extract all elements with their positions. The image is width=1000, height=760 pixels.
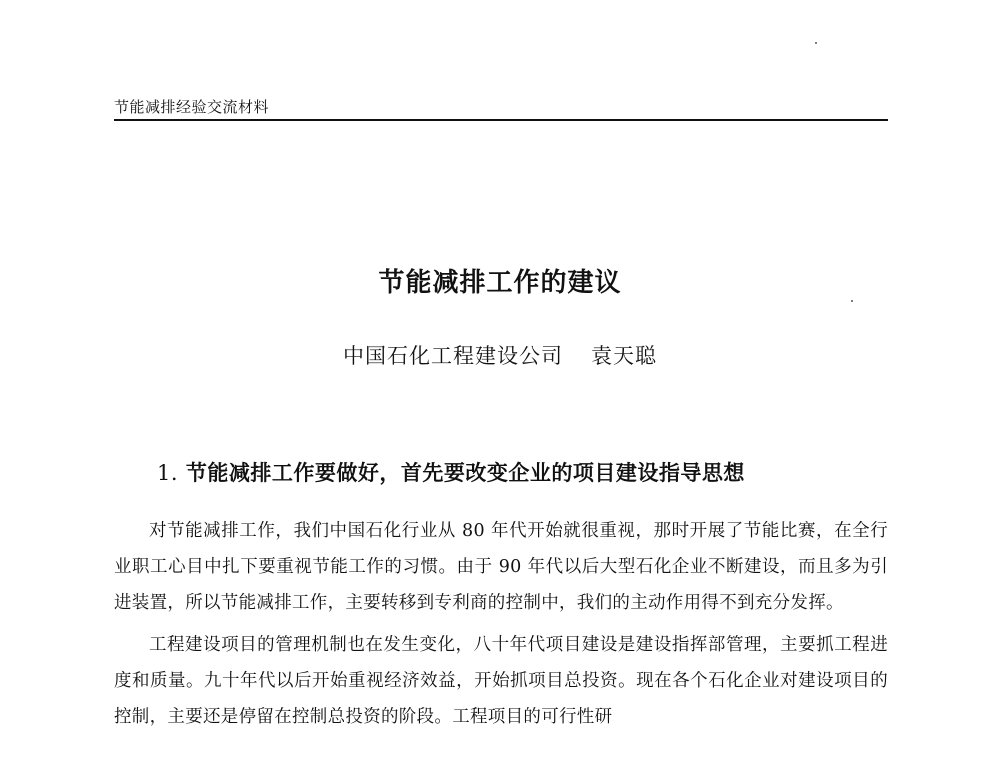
author-line [0, 340, 1000, 370]
paragraph: 工程建设项目的管理机制也在发生变化，八十年代项目建设是建设指挥部管理，主要抓工程进度和质量。九十年代以后开始重视经济效益，开始抓项目总投资。现在各个石化企业对建设项目的控制，主要还是停留在控制总投资的阶段。工程项目的可行性研 [114, 635, 888, 727]
article-title: 节能减排工作的建议 [378, 268, 622, 298]
section-number: 1. [157, 461, 179, 485]
scan-speck [815, 42, 817, 44]
author-name: 袁天聪 [591, 344, 657, 368]
section-heading [157, 457, 745, 487]
body-text [114, 513, 888, 741]
header-rule [114, 119, 888, 121]
organization-name: 中国石化工程建设公司 [343, 344, 563, 368]
running-header: 节能减排经验交流材料 [114, 98, 270, 116]
scan-speck [851, 300, 853, 302]
section-heading-text: 节能减排工作要做好，首先要改变企业的项目建设指导思想 [185, 461, 745, 485]
paragraph: 对节能减排工作，我们中国石化行业从 80 年代开始就很重视，那时开展了节能比赛，在全行业职工心目中扎下要重视节能工作的习惯。由于 90 年代以后大型石化企业不断建设，而且多为引进装置，所以节能减排工作，主要转移到专利商的控制中，我们的主动作用得不到充分发挥。 [114, 521, 888, 613]
